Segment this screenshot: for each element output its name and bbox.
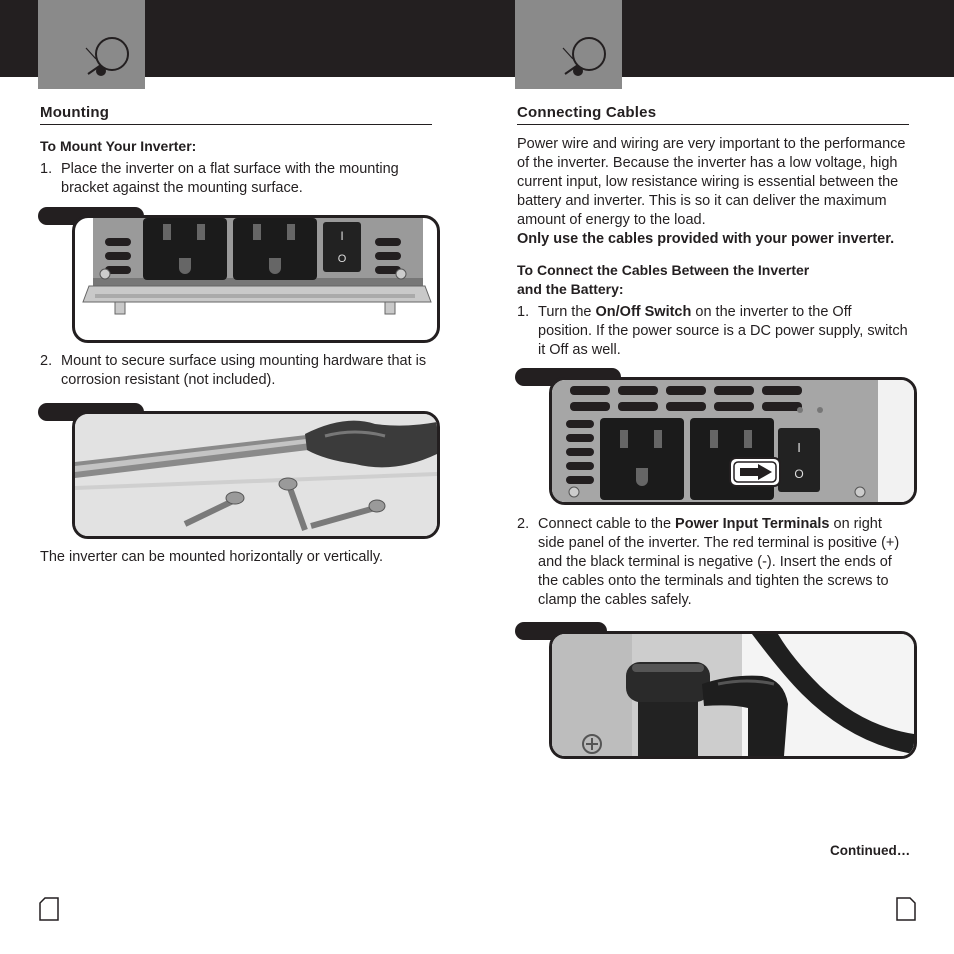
inverter-switch-photo xyxy=(552,380,914,502)
section-tab-right xyxy=(515,0,622,89)
connect-steps-2 xyxy=(517,515,909,610)
intro-paragraph: Power wire and wiring are very important to the performance of the inverter. Because the inverter has a low voltage, high current input, low resistance wiring is essential between the battery and inverter. This is so it can deliver the maximum amount of energy to the load. Only use the cables provided with your power inverter. xyxy=(517,136,906,247)
mount-steps-1 xyxy=(40,160,432,198)
connecting-cables-heading: Connecting Cables xyxy=(517,104,909,125)
page-corner-icon xyxy=(39,897,59,921)
mounting-heading: Mounting xyxy=(40,104,432,125)
left-column xyxy=(40,104,432,198)
switch-off-symbol: O xyxy=(337,253,347,265)
screws-photo xyxy=(75,414,437,536)
magnifier-icon xyxy=(84,34,134,80)
figure-power-terminal xyxy=(515,622,917,761)
section-tab-left xyxy=(38,0,145,89)
figure-frame xyxy=(72,215,440,343)
right-column xyxy=(517,104,909,360)
mount-step: 2. Mount to secure surface using mounting hardware that is corrosion resistant (not included). xyxy=(40,353,427,388)
mount-steps-2 xyxy=(40,352,432,390)
figure-inverter-switch xyxy=(515,368,917,507)
figure-screws xyxy=(38,403,440,540)
figure-frame xyxy=(72,411,440,539)
left-step2-block xyxy=(40,352,432,390)
figure-frame xyxy=(549,631,917,759)
left-note-block xyxy=(40,548,432,567)
power-terminal-photo xyxy=(552,634,914,756)
connect-steps-1 xyxy=(517,303,909,360)
mount-note: The inverter can be mounted horizontally or vertically. xyxy=(40,549,384,565)
switch-on-symbol: I xyxy=(797,440,801,455)
page-corner-icon xyxy=(896,897,916,921)
continued-label: Continued… xyxy=(830,843,911,858)
magnifier-icon xyxy=(561,34,611,80)
connect-subhead: To Connect the Cables Between the Inverter and the Battery: xyxy=(517,262,810,297)
mount-step: 1. Place the inverter on a flat surface with the mounting bracket against the mounting surface. xyxy=(40,161,399,196)
figure-inverter-bracket xyxy=(38,207,440,344)
switch-off-symbol: O xyxy=(794,467,804,481)
mount-subhead: To Mount Your Inverter: xyxy=(40,138,197,154)
arrow-right-icon xyxy=(730,458,780,486)
connect-step: 1. Turn the On/Off Switch on the inverter to the Off position. If the power source is a DC power supply, switch it Off as well. xyxy=(517,304,908,358)
figure-frame xyxy=(549,377,917,505)
connect-step: 2. Connect cable to the Power Input Terminals on right side panel of the inverter. The red terminal is positive (+) and the black terminal is negative (-). Insert the ends of the cables onto the terminals and tighten the screws to clamp the cables safely. xyxy=(517,516,900,608)
right-step2-block xyxy=(517,515,909,610)
switch-on-symbol: I xyxy=(340,229,344,243)
inverter-bracket-photo xyxy=(75,218,437,340)
